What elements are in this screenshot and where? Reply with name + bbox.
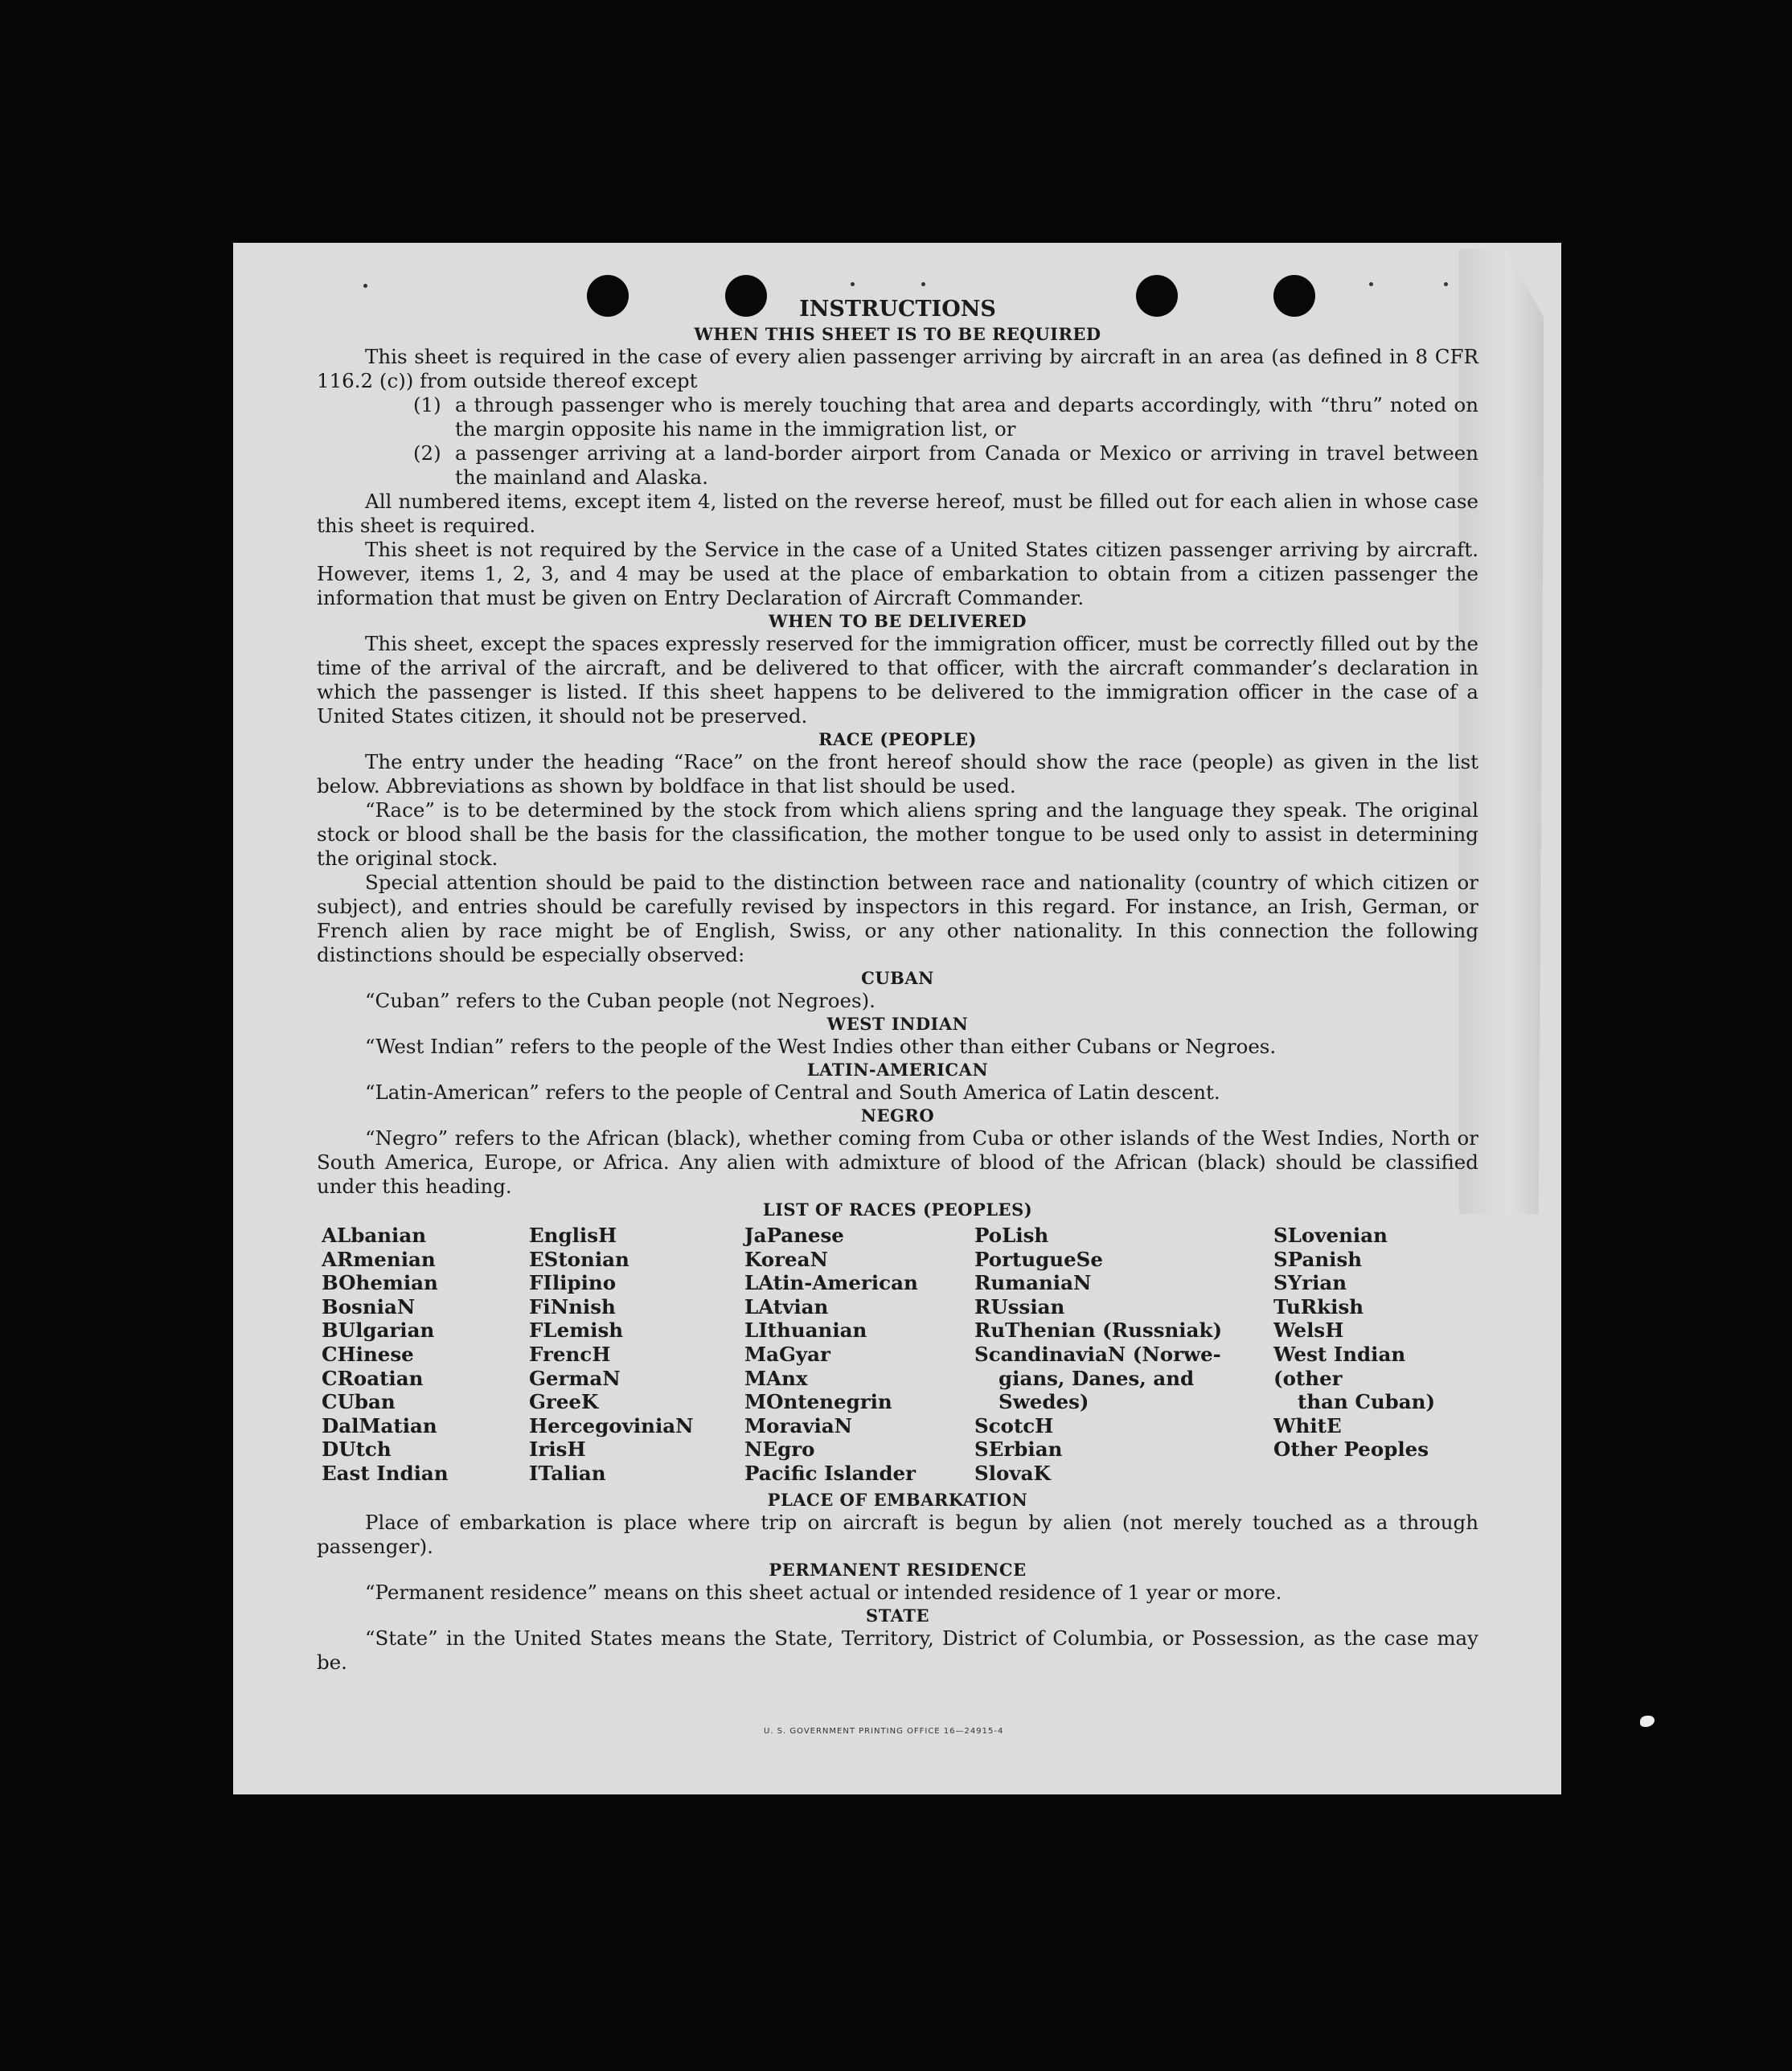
race-item: RUssian: [974, 1294, 1065, 1318]
race-item: WelsH: [1273, 1318, 1344, 1343]
race-item: SLovenian: [1273, 1224, 1388, 1247]
races-column-5: [1273, 1224, 1478, 1486]
race-item: BOhemian: [322, 1271, 438, 1295]
race-item: CUban: [322, 1390, 396, 1414]
page-title: INSTRUCTIONS: [799, 297, 996, 322]
race-item: DUtch: [322, 1437, 392, 1462]
permanent-residence-text: “Permanent residence” means on this sheet actual or intended residence of 1 year or more.: [365, 1580, 1282, 1604]
race-item: IrisH: [529, 1437, 586, 1462]
race-item: RumaniaN: [974, 1271, 1092, 1295]
background-speck: [1640, 1716, 1655, 1727]
item-text: a passenger arriving at a land-border airport from Canada or Mexico or arriving in travel between the mainland and Alaska.: [455, 441, 1478, 489]
printing-office-imprint: U. S. GOVERNMENT PRINTING OFFICE 16—24915-4: [764, 1727, 1004, 1736]
race-item: KoreaN: [744, 1247, 828, 1271]
race-item: MOntenegrin: [744, 1390, 892, 1414]
race-item: EnglisH: [529, 1224, 617, 1247]
race-item: PoLish: [974, 1224, 1049, 1247]
race-item: BUlgarian: [322, 1318, 435, 1343]
exception-item-2: [413, 441, 1478, 490]
heading-negro: NEGRO: [860, 1105, 935, 1126]
race-item: PortugueSe: [974, 1247, 1103, 1271]
cuban-text: “Cuban” refers to the Cuban people (not Negroes).: [365, 989, 875, 1012]
race-item: CHinese: [322, 1342, 414, 1366]
race-item: NEgro: [744, 1437, 815, 1462]
west-indian-text: “West Indian” refers to the people of the West Indies other than either Cubans or Negroes.: [365, 1035, 1277, 1058]
race-item: gians, Danes, and: [999, 1366, 1195, 1390]
race-item: EStonian: [529, 1247, 629, 1271]
heading-list-of-races: LIST OF RACES (PEOPLES): [762, 1200, 1033, 1220]
races-list: [322, 1224, 1478, 1486]
races-column-3: [744, 1224, 974, 1486]
heading-west-indian: WEST INDIAN: [826, 1014, 969, 1034]
exception-item-1: [413, 393, 1478, 441]
race-item: Swedes): [999, 1390, 1089, 1414]
race-item: BosniaN: [322, 1294, 416, 1318]
heading-latin-american: LATIN-AMERICAN: [806, 1060, 989, 1080]
margin-dot: [1444, 282, 1448, 286]
race-item: CRoatian: [322, 1366, 424, 1390]
race-item: SlovaK: [974, 1461, 1051, 1485]
race-item: MAnx: [744, 1366, 808, 1390]
when-required-intro: This sheet is required in the case of every alien passenger arriving by aircraft in an area (as defined in 8 CFR 116.2 (c)) from outside thereof except: [317, 345, 1478, 392]
race-item: LIthuanian: [744, 1318, 867, 1343]
state-text: “State” in the United States means the State, Territory, District of Columbia, or Possession, as the case may be.: [317, 1626, 1478, 1674]
race-item: LAtin-American: [744, 1271, 918, 1295]
race-item: DalMatian: [322, 1413, 437, 1437]
race-item: HercegoviniaN: [529, 1413, 694, 1437]
race-item: RuThenian (Russniak): [974, 1318, 1223, 1343]
race-item: ALbanian: [322, 1224, 427, 1247]
races-column-2: [529, 1224, 744, 1486]
races-column-4: [974, 1224, 1273, 1486]
instructions-content: [317, 296, 1478, 1675]
race-item: GermaN: [529, 1366, 621, 1390]
race-item: Other Peoples: [1273, 1437, 1429, 1462]
heading-permanent-residence: PERMANENT RESIDENCE: [769, 1559, 1027, 1580]
race-paragraph-3: Special attention should be paid to the distinction between race and nationality (country of which citizen or subject), and entries should be carefully revised by inspectors in this regard. For instance, an Irish, German, or French alien by race might be of English, Swiss, or any other nationality. In this connection the following distinctions should be especially observed:: [317, 871, 1478, 966]
race-item: ScandinaviaN (Norwe-: [974, 1342, 1221, 1366]
race-item: JaPanese: [744, 1224, 844, 1247]
race-item: TuRkish: [1273, 1294, 1364, 1318]
heading-when-required: WHEN THIS SHEET IS TO BE REQUIRED: [694, 324, 1101, 344]
margin-dot: [921, 282, 925, 286]
item-number: (1): [413, 393, 441, 416]
race-item: East Indian: [322, 1461, 449, 1485]
race-item: SPanish: [1273, 1247, 1363, 1271]
race-item: GreeK: [529, 1390, 599, 1414]
item-number: (2): [413, 441, 441, 465]
race-item: SErbian: [974, 1437, 1063, 1462]
when-delivered-text: This sheet, except the spaces expressly reserved for the immigration officer, must be correctly filled out by the time of the arrival of the aircraft, and be delivered to that officer, with the aircraft commander’s declaration in which the passenger is listed. If this sheet happens to be delivered to the immigration officer in the case of a United States citizen, it should not be preserved.: [317, 632, 1478, 728]
heading-state: STATE: [866, 1605, 929, 1626]
race-paragraph-2: “Race” is to be determined by the stock from which aliens spring and the language they speak. The original stock or blood shall be the basis for the classification, the mother tongue to be used only to assist in determining the original stock.: [317, 798, 1478, 870]
heading-place-of-embarkation: PLACE OF EMBARKATION: [767, 1489, 1028, 1510]
race-item: than Cuban): [1298, 1390, 1436, 1414]
race-item: WhitE: [1273, 1413, 1342, 1437]
race-item: LAtvian: [744, 1294, 829, 1318]
race-item: MoraviaN: [744, 1413, 853, 1437]
race-item: ScotcH: [974, 1413, 1054, 1437]
negro-text: “Negro” refers to the African (black), whether coming from Cuba or other islands of the West Indies, North or South America, Europe, or Africa. Any alien with admixture of blood of the African (black) should be classified under this heading.: [317, 1126, 1478, 1198]
race-item: ARmenian: [322, 1247, 436, 1271]
heading-race: RACE (PEOPLE): [818, 729, 977, 749]
race-item: MaGyar: [744, 1342, 830, 1366]
margin-dot: [363, 284, 367, 288]
race-item: FLemish: [529, 1318, 624, 1343]
heading-when-delivered: WHEN TO BE DELIVERED: [768, 611, 1027, 631]
race-item: ITalian: [529, 1461, 606, 1485]
citizen-paragraph: This sheet is not required by the Service in the case of a United States citizen passenger arriving by aircraft. However, items 1, 2, 3, and 4 may be used at the place of embarkation to obtain from a citizen passenger the information that must be given on Entry Declaration of Aircraft Commander.: [317, 538, 1478, 609]
race-paragraph-1: The entry under the heading “Race” on the front hereof should show the race (people) as given in the list below. Abbreviations as shown by boldface in that list should be used.: [317, 750, 1478, 798]
margin-dot: [1369, 282, 1373, 286]
race-item: FiNnish: [529, 1294, 616, 1318]
race-item: FIlipino: [529, 1271, 617, 1295]
races-column-1: [322, 1224, 529, 1486]
race-item: FrencH: [529, 1342, 611, 1366]
heading-cuban: CUBAN: [861, 968, 934, 988]
item-text: a through passenger who is merely touching that area and departs accordingly, with “thru” noted on the margin opposite his name in the immigration list, or: [455, 393, 1478, 441]
race-item: Pacific Islander: [744, 1461, 916, 1485]
race-item: SYrian: [1273, 1271, 1347, 1295]
race-item: West Indian (other: [1273, 1342, 1413, 1390]
latin-american-text: “Latin-American” refers to the people of Central and South America of Latin descent.: [365, 1081, 1220, 1104]
numbered-items-paragraph: All numbered items, except item 4, listed on the reverse hereof, must be filled out for each alien in whose case this sheet is required.: [317, 490, 1478, 537]
margin-dot: [851, 282, 855, 286]
place-of-embarkation-text: Place of embarkation is place where trip on aircraft is begun by alien (not merely touched as a through passenger).: [317, 1510, 1478, 1558]
